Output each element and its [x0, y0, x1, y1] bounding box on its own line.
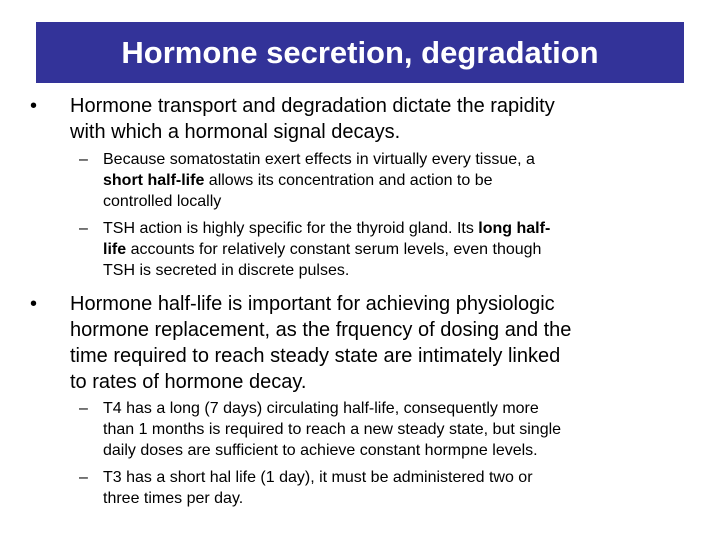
bullet-1-line-2: with which a hormonal signal decays.	[70, 121, 401, 143]
bullet-2-line-2: hormone replacement, as the frquency of dosing and the	[70, 319, 572, 341]
sub-1-1-line-1: Because somatostatin exert effects in virtually every tissue, a	[103, 151, 535, 168]
sub-1-1-line-2	[103, 173, 493, 189]
sub-bullet-marker: –	[79, 469, 88, 486]
sub-2-1-line-3: daily doses are sufficient to achieve constant hormpne levels.	[103, 442, 538, 459]
sub-2-1-line-2: than 1 months is required to reach a new steady state, but single	[103, 421, 562, 438]
bullet-2-line-3: time required to reach steady state are intimately linked	[70, 345, 561, 367]
sub-1-2-line-2-rest: accounts for relatively constant serum levels, even though	[126, 241, 542, 258]
sub-1-2-line-1	[103, 221, 550, 237]
sub-bullet-marker: –	[79, 220, 88, 237]
sub-1-1-line-2-rest: allows its concentration and action to be	[204, 172, 493, 189]
bullet-1-line-1: Hormone transport and degradation dictate the rapidity	[70, 95, 555, 117]
sub-1-2-bold-term: long half-	[478, 220, 551, 237]
sub-1-1-line-3: controlled locally	[103, 193, 222, 210]
sub-bullet-marker: –	[79, 400, 88, 417]
sub-1-1-bold-term: short half-life	[103, 172, 205, 189]
bullet-marker: •	[30, 95, 38, 117]
bullet-marker: •	[30, 293, 38, 315]
sub-1-2-line-3: TSH is secreted in discrete pulses.	[103, 262, 350, 279]
bullet-2-line-1: Hormone half-life is important for achieving physiologic	[70, 293, 555, 315]
slide-title: Hormone secretion, degradation	[121, 34, 599, 70]
bullet-2-line-4: to rates of hormone decay.	[70, 371, 307, 393]
sub-2-1-line-1: T4 has a long (7 days) circulating half-life, consequently more	[103, 400, 539, 417]
sub-1-2-bold-term-cont: life	[103, 241, 127, 258]
sub-2-2-line-2: three times per day.	[103, 490, 244, 507]
sub-1-2-line-2	[103, 242, 541, 258]
sub-2-2-line-1: T3 has a short hal life (1 day), it must be administered two or	[103, 469, 533, 486]
sub-1-2-line-1-pre: TSH action is highly specific for the thyroid gland. Its	[103, 220, 479, 237]
sub-bullet-marker: –	[79, 151, 88, 168]
